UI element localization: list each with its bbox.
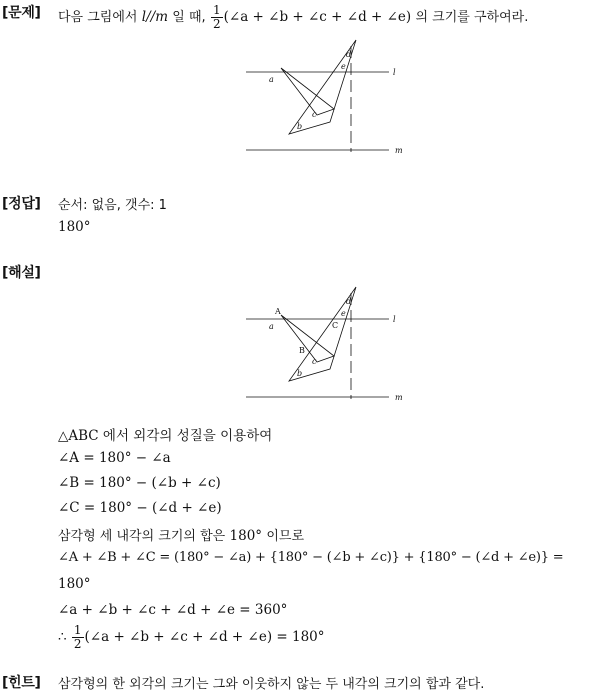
explanation-fraction: $\frac{1}{2}$ [73,623,82,651]
fig2-label-l: l [393,315,396,324]
problem-figure [238,36,410,158]
fig1-label-l: l [393,68,396,77]
hint-tag: [힌트] [2,675,41,691]
problem-parallel-lines: l//m [141,9,168,25]
explanation-eq4-result: 180° [58,576,91,592]
fig2-label-b: b [297,369,303,378]
explanation-intro: △ABC 에서 외각의 성질을 이용하여 [58,428,273,444]
fig2-label-C: C [332,321,339,330]
therefore-symbol: ∴ [58,629,67,645]
fig2-label-a: a [269,322,274,331]
fig1-label-a: a [269,75,274,84]
fig2-label-m: m [395,393,403,402]
problem-fraction: $\frac{1}{2}$ [212,3,221,31]
explanation-eq1: ∠A = 180° − ∠a [58,450,171,466]
explanation-eq3: ∠C = 180° − (∠d + ∠e) [58,500,222,516]
fig2-label-c: c [312,357,317,366]
fig1-label-b: b [297,122,303,131]
answer-value: 180° [58,219,91,235]
hint-text: 삼각형의 한 외각의 크기는 그와 이웃하지 않는 두 내각의 크기의 합과 같다. [58,677,485,692]
explanation-eq2: ∠B = 180° − (∠b + ∠c) [58,475,221,491]
problem-post: 의 크기를 구하여라. [415,10,529,25]
problem-when: 일 때, [172,10,206,25]
fig2-label-A: A [275,307,281,316]
problem-pre: 다음 그림에서 [58,10,138,25]
answer-info: 순서: 없음, 갯수: 1 [58,198,167,213]
explanation-note: 삼각형 세 내각의 크기의 합은 180° 이므로 [58,528,305,544]
explanation-eq6: ∴ $\frac{1}{2}$ (∠a + ∠b + ∠c + ∠d + ∠e) = 180° [58,623,325,651]
fig1-label-d: d [346,50,352,59]
explanation-tag: [해설] [2,265,41,281]
problem-statement [58,4,528,31]
explanation-eq5: ∠a + ∠b + ∠c + ∠d + ∠e = 360° [58,602,288,618]
answer-tag: [정답] [2,196,41,212]
fig2-label-B: B [299,346,305,355]
problem-expression: (∠a + ∠b + ∠c + ∠d + ∠e) [223,9,412,25]
fig1-label-e: e [341,62,346,71]
explanation-figure [238,283,410,405]
fig2-label-d: d [346,297,352,306]
fig1-label-c: c [312,110,317,119]
problem-tag: [문제] [2,5,41,21]
fig2-label-e: e [341,309,346,318]
fig1-label-m: m [395,146,403,155]
explanation-eq4: ∠A + ∠B + ∠C = (180° − ∠a) + {180° − (∠b + ∠c)} + {180° − (∠d + ∠e)} = [58,550,564,565]
